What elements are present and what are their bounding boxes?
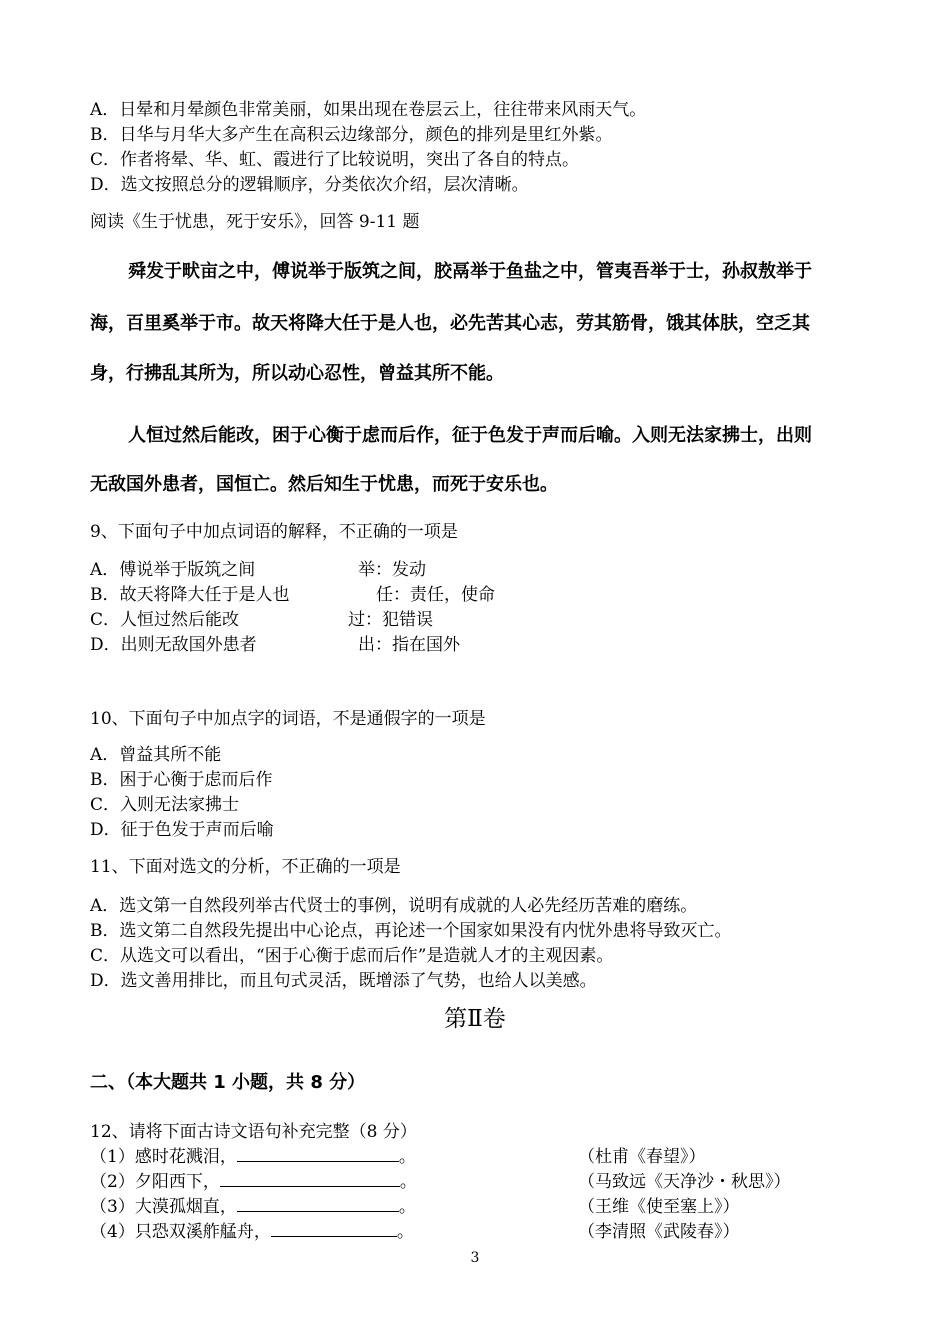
q10-option-d: D．征于色发于声而后喻	[90, 820, 274, 840]
q12-item-3-end: 。	[398, 1197, 416, 1217]
q12-item-2-blank[interactable]	[220, 1170, 400, 1187]
page-number: 3	[470, 1250, 480, 1266]
q12-item-1-end: 。	[398, 1147, 416, 1167]
q12-item-2-text: （2）夕阳西下，	[90, 1172, 220, 1192]
q9-option-c-explain: 过：犯错误	[348, 610, 433, 630]
q12-item-4-text: （4）只恐双溪舴艋舟，	[90, 1222, 271, 1242]
q11-option-a: A．选文第一自然段列举古代贤士的事例，说明有成就的人必先经历苦难的磨练。	[90, 896, 698, 916]
q9-stem: 9、下面句子中加点词语的解释，不正确的一项是	[90, 522, 458, 542]
q12-item-1-text: （1）感时花溅泪，	[90, 1147, 237, 1167]
q12-item-3-source: （王维《使至塞上》）	[578, 1197, 740, 1217]
q8-option-d: D．选文按照总分的逻辑顺序，分类依次介绍，层次清晰。	[90, 175, 529, 195]
q8-option-a: A．日晕和月晕颜色非常美丽，如果出现在卷层云上，往往带来风雨天气。	[90, 100, 647, 120]
q9-option-d-explain: 出：指在国外	[358, 635, 460, 655]
part2-title: 第Ⅱ卷	[444, 1006, 506, 1032]
q12-stem: 12、请将下面古诗文语句补充完整（8 分）	[90, 1122, 417, 1142]
q9-option-b-explain: 任：责任，使命	[376, 585, 495, 605]
passage-p2-line1: 人恒过然后能改，困于心衡于虑而后作，征于色发于声而后喻。入则无法家拂士，出则	[128, 425, 812, 446]
q9-option-c	[90, 608, 433, 632]
q12-item-3-text: （3）大漠孤烟直，	[90, 1197, 237, 1217]
section2-heading: 二、（本大题共 1 小题，共 8 分）	[90, 1072, 366, 1093]
q9-option-b	[90, 583, 495, 607]
q10-stem: 10、下面句子中加点字的词语，不是通假字的一项是	[90, 709, 486, 729]
q11-option-c: C．从选文可以看出，“困于心衡于虑而后作”是造就人才的主观因素。	[90, 946, 614, 966]
passage-p2-line2: 无敌国外患者，国恒亡。然后知生于忧患，而死于安乐也。	[90, 474, 558, 495]
q12-item-1-source: （杜甫《春望》）	[578, 1147, 706, 1167]
q9-option-c-text: C．人恒过然后能改	[90, 610, 240, 630]
q12-item-3	[90, 1195, 740, 1219]
q10-option-a: A．曾益其所不能	[90, 745, 222, 765]
passage-p1-line1: 舜发于畎亩之中，傅说举于版筑之间，胶鬲举于鱼盐之中，管夷吾举于士，孙叔敖举于	[128, 261, 812, 282]
q12-item-2	[90, 1170, 791, 1194]
passage-p1-line3: 身，行拂乱其所为，所以动心忍性，曾益其所不能。	[90, 363, 504, 384]
q11-stem: 11、下面对选文的分析，不正确的一项是	[90, 857, 401, 877]
q8-option-b: B．日华与月华大多产生在高积云边缘部分，颜色的排列是里红外紫。	[90, 125, 613, 145]
q9-option-a-explain: 举：发动	[358, 560, 426, 580]
q11-option-d: D．选文善用排比，而且句式灵活，既增添了气势，也给人以美感。	[90, 971, 597, 991]
q10-option-c: C．入则无法家拂士	[90, 795, 240, 815]
q11-option-b: B．选文第二自然段先提出中心论点，再论述一个国家如果没有内忧外患将导致灭亡。	[90, 921, 732, 941]
q9-option-a-text: A．傅说举于版筑之间	[90, 560, 256, 580]
q12-item-4-blank[interactable]	[271, 1220, 397, 1237]
q10-option-b: B．困于心衡于虑而后作	[90, 770, 273, 790]
q12-item-2-end: 。	[399, 1172, 417, 1192]
q12-item-4	[90, 1220, 740, 1244]
q9-option-d	[90, 633, 460, 657]
q12-item-4-source: （李清照《武陵春》）	[578, 1222, 740, 1242]
q9-option-b-text: B．故天将降大任于是人也	[90, 585, 290, 605]
q12-item-2-source: （马致远《天净沙・秋思》）	[578, 1172, 791, 1192]
q12-item-1-blank[interactable]	[237, 1145, 399, 1162]
q12-item-4-end: 。	[396, 1222, 414, 1242]
q12-item-1	[90, 1145, 706, 1169]
q8-option-c: C．作者将晕、华、虹、霞进行了比较说明，突出了各自的特点。	[90, 150, 580, 170]
q9-option-a	[90, 558, 426, 582]
q12-item-3-blank[interactable]	[237, 1195, 399, 1212]
q9-option-d-text: D．出则无敌国外患者	[90, 635, 257, 655]
reading-intro: 阅读《生于忧患，死于安乐》，回答 9-11 题	[90, 212, 420, 232]
passage-p1-line2: 海，百里奚举于市。故天将降大任于是人也，必先苦其心志，劳其筋骨，饿其体肤，空乏其	[90, 313, 810, 334]
